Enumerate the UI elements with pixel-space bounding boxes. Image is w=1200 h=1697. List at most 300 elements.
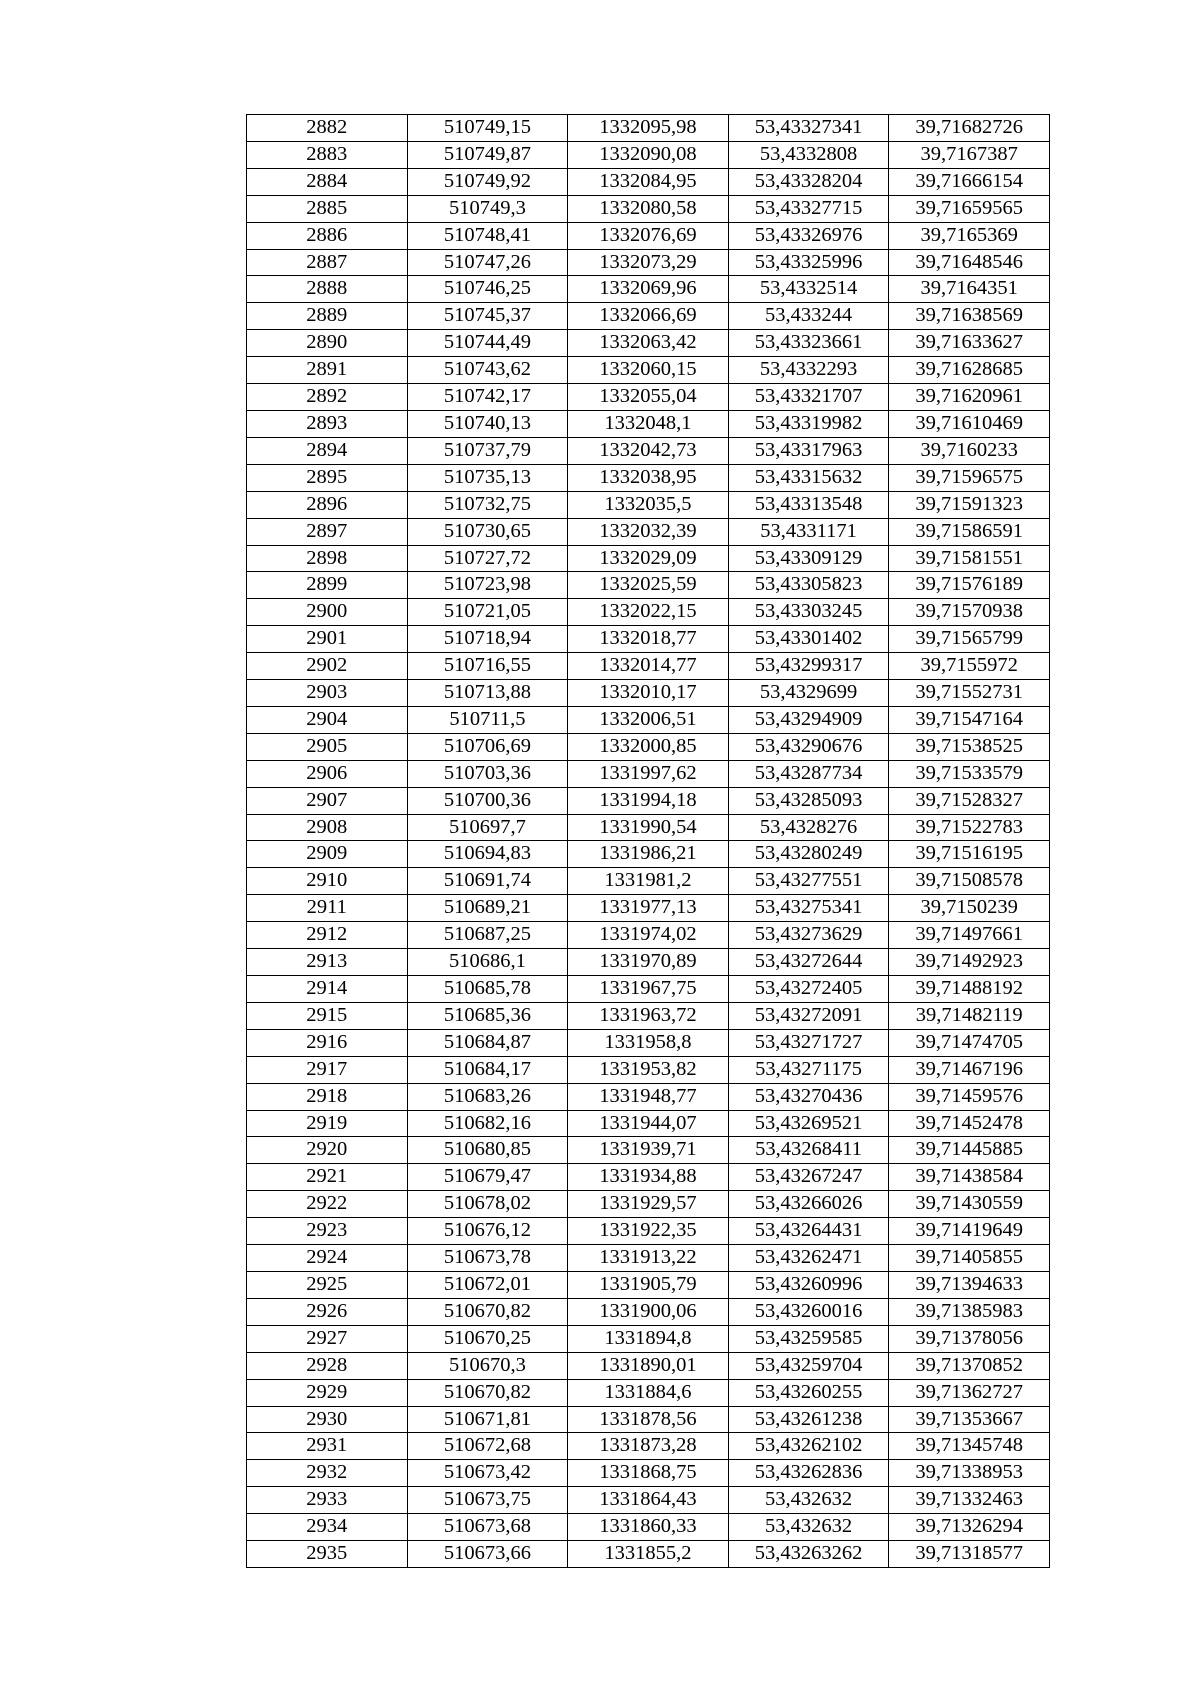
latitude-cell: 53,43270436 <box>728 1083 889 1110</box>
table-row <box>247 841 1050 868</box>
x-coordinate-cell: 510691,74 <box>407 868 568 895</box>
table-row <box>247 1325 1050 1352</box>
y-coordinate-cell: 1331994,18 <box>568 787 729 814</box>
table-row <box>247 976 1050 1003</box>
x-coordinate-cell: 510749,87 <box>407 141 568 168</box>
point-number-cell: 2910 <box>247 868 408 895</box>
y-coordinate-cell: 1331860,33 <box>568 1514 729 1541</box>
table-row <box>247 1541 1050 1568</box>
longitude-cell: 39,71338953 <box>889 1460 1050 1487</box>
point-number-cell: 2897 <box>247 518 408 545</box>
table-row <box>247 868 1050 895</box>
longitude-cell: 39,7160233 <box>889 437 1050 464</box>
point-number-cell: 2918 <box>247 1083 408 1110</box>
latitude-cell: 53,43272644 <box>728 949 889 976</box>
latitude-cell: 53,43327341 <box>728 115 889 142</box>
latitude-cell: 53,4332808 <box>728 141 889 168</box>
y-coordinate-cell: 1331868,75 <box>568 1460 729 1487</box>
latitude-cell: 53,433244 <box>728 303 889 330</box>
latitude-cell: 53,43259704 <box>728 1352 889 1379</box>
table-row <box>247 1191 1050 1218</box>
y-coordinate-cell: 1331905,79 <box>568 1271 729 1298</box>
latitude-cell: 53,432632 <box>728 1487 889 1514</box>
y-coordinate-cell: 1332048,1 <box>568 410 729 437</box>
point-number-cell: 2917 <box>247 1056 408 1083</box>
y-coordinate-cell: 1331970,89 <box>568 949 729 976</box>
point-number-cell: 2890 <box>247 330 408 357</box>
point-number-cell: 2915 <box>247 1002 408 1029</box>
x-coordinate-cell: 510747,26 <box>407 249 568 276</box>
point-number-cell: 2893 <box>247 410 408 437</box>
point-number-cell: 2888 <box>247 276 408 303</box>
x-coordinate-cell: 510683,26 <box>407 1083 568 1110</box>
table-row <box>247 949 1050 976</box>
y-coordinate-cell: 1331873,28 <box>568 1433 729 1460</box>
x-coordinate-cell: 510673,66 <box>407 1541 568 1568</box>
x-coordinate-cell: 510748,41 <box>407 222 568 249</box>
latitude-cell: 53,43260255 <box>728 1379 889 1406</box>
point-number-cell: 2887 <box>247 249 408 276</box>
point-number-cell: 2930 <box>247 1406 408 1433</box>
latitude-cell: 53,43315632 <box>728 464 889 491</box>
point-number-cell: 2891 <box>247 357 408 384</box>
point-number-cell: 2896 <box>247 491 408 518</box>
y-coordinate-cell: 1332042,73 <box>568 437 729 464</box>
x-coordinate-cell: 510743,62 <box>407 357 568 384</box>
table-row <box>247 1110 1050 1137</box>
latitude-cell: 53,43266026 <box>728 1191 889 1218</box>
latitude-cell: 53,43271175 <box>728 1056 889 1083</box>
point-number-cell: 2921 <box>247 1164 408 1191</box>
x-coordinate-cell: 510685,78 <box>407 976 568 1003</box>
table-row <box>247 1406 1050 1433</box>
latitude-cell: 53,43319982 <box>728 410 889 437</box>
latitude-cell: 53,43264431 <box>728 1218 889 1245</box>
longitude-cell: 39,71538525 <box>889 733 1050 760</box>
x-coordinate-cell: 510735,13 <box>407 464 568 491</box>
point-number-cell: 2895 <box>247 464 408 491</box>
x-coordinate-cell: 510670,82 <box>407 1298 568 1325</box>
point-number-cell: 2882 <box>247 115 408 142</box>
table-row <box>247 1352 1050 1379</box>
x-coordinate-cell: 510713,88 <box>407 680 568 707</box>
y-coordinate-cell: 1332038,95 <box>568 464 729 491</box>
x-coordinate-cell: 510749,3 <box>407 195 568 222</box>
x-coordinate-cell: 510740,13 <box>407 410 568 437</box>
longitude-cell: 39,71362727 <box>889 1379 1050 1406</box>
x-coordinate-cell: 510727,72 <box>407 545 568 572</box>
point-number-cell: 2933 <box>247 1487 408 1514</box>
longitude-cell: 39,71516195 <box>889 841 1050 868</box>
table-row <box>247 653 1050 680</box>
y-coordinate-cell: 1332014,77 <box>568 653 729 680</box>
longitude-cell: 39,71353667 <box>889 1406 1050 1433</box>
latitude-cell: 53,43301402 <box>728 626 889 653</box>
point-number-cell: 2914 <box>247 976 408 1003</box>
x-coordinate-cell: 510672,68 <box>407 1433 568 1460</box>
x-coordinate-cell: 510671,81 <box>407 1406 568 1433</box>
point-number-cell: 2904 <box>247 706 408 733</box>
longitude-cell: 39,71682726 <box>889 115 1050 142</box>
x-coordinate-cell: 510670,82 <box>407 1379 568 1406</box>
longitude-cell: 39,71326294 <box>889 1514 1050 1541</box>
longitude-cell: 39,71438584 <box>889 1164 1050 1191</box>
y-coordinate-cell: 1332035,5 <box>568 491 729 518</box>
latitude-cell: 53,43285093 <box>728 787 889 814</box>
table-row <box>247 141 1050 168</box>
x-coordinate-cell: 510673,75 <box>407 1487 568 1514</box>
point-number-cell: 2900 <box>247 599 408 626</box>
y-coordinate-cell: 1331958,8 <box>568 1029 729 1056</box>
y-coordinate-cell: 1332090,08 <box>568 141 729 168</box>
x-coordinate-cell: 510670,25 <box>407 1325 568 1352</box>
table-row <box>247 222 1050 249</box>
y-coordinate-cell: 1331929,57 <box>568 1191 729 1218</box>
y-coordinate-cell: 1331967,75 <box>568 976 729 1003</box>
longitude-cell: 39,71570938 <box>889 599 1050 626</box>
longitude-cell: 39,71528327 <box>889 787 1050 814</box>
latitude-cell: 53,43260996 <box>728 1271 889 1298</box>
longitude-cell: 39,71318577 <box>889 1541 1050 1568</box>
y-coordinate-cell: 1331986,21 <box>568 841 729 868</box>
y-coordinate-cell: 1331913,22 <box>568 1245 729 1272</box>
longitude-cell: 39,71547164 <box>889 706 1050 733</box>
x-coordinate-cell: 510700,36 <box>407 787 568 814</box>
latitude-cell: 53,43305823 <box>728 572 889 599</box>
point-number-cell: 2920 <box>247 1137 408 1164</box>
table-row <box>247 195 1050 222</box>
x-coordinate-cell: 510742,17 <box>407 384 568 411</box>
longitude-cell: 39,71628685 <box>889 357 1050 384</box>
longitude-cell: 39,71633627 <box>889 330 1050 357</box>
longitude-cell: 39,71370852 <box>889 1352 1050 1379</box>
table-row <box>247 518 1050 545</box>
y-coordinate-cell: 1332066,69 <box>568 303 729 330</box>
latitude-cell: 53,4332514 <box>728 276 889 303</box>
longitude-cell: 39,71419649 <box>889 1218 1050 1245</box>
x-coordinate-cell: 510745,37 <box>407 303 568 330</box>
longitude-cell: 39,7164351 <box>889 276 1050 303</box>
longitude-cell: 39,71581551 <box>889 545 1050 572</box>
y-coordinate-cell: 1332022,15 <box>568 599 729 626</box>
latitude-cell: 53,43328204 <box>728 168 889 195</box>
point-number-cell: 2924 <box>247 1245 408 1272</box>
x-coordinate-cell: 510686,1 <box>407 949 568 976</box>
x-coordinate-cell: 510673,68 <box>407 1514 568 1541</box>
latitude-cell: 53,43326976 <box>728 222 889 249</box>
longitude-cell: 39,71576189 <box>889 572 1050 599</box>
point-number-cell: 2905 <box>247 733 408 760</box>
longitude-cell: 39,71638569 <box>889 303 1050 330</box>
table-row <box>247 1029 1050 1056</box>
x-coordinate-cell: 510723,98 <box>407 572 568 599</box>
longitude-cell: 39,7165369 <box>889 222 1050 249</box>
latitude-cell: 53,43260016 <box>728 1298 889 1325</box>
latitude-cell: 53,43287734 <box>728 760 889 787</box>
table-row <box>247 1218 1050 1245</box>
point-number-cell: 2927 <box>247 1325 408 1352</box>
y-coordinate-cell: 1332055,04 <box>568 384 729 411</box>
table-row <box>247 330 1050 357</box>
y-coordinate-cell: 1331963,72 <box>568 1002 729 1029</box>
latitude-cell: 53,43290676 <box>728 733 889 760</box>
table-row <box>247 1164 1050 1191</box>
x-coordinate-cell: 510672,01 <box>407 1271 568 1298</box>
point-number-cell: 2906 <box>247 760 408 787</box>
latitude-cell: 53,43261238 <box>728 1406 889 1433</box>
longitude-cell: 39,71552731 <box>889 680 1050 707</box>
table-row <box>247 303 1050 330</box>
y-coordinate-cell: 1331990,54 <box>568 814 729 841</box>
point-number-cell: 2919 <box>247 1110 408 1137</box>
point-number-cell: 2885 <box>247 195 408 222</box>
point-number-cell: 2892 <box>247 384 408 411</box>
longitude-cell: 39,71497661 <box>889 922 1050 949</box>
latitude-cell: 53,43262836 <box>728 1460 889 1487</box>
longitude-cell: 39,71345748 <box>889 1433 1050 1460</box>
y-coordinate-cell: 1331922,35 <box>568 1218 729 1245</box>
longitude-cell: 39,71467196 <box>889 1056 1050 1083</box>
table-row <box>247 1083 1050 1110</box>
y-coordinate-cell: 1332060,15 <box>568 357 729 384</box>
table-row <box>247 1433 1050 1460</box>
table-row <box>247 545 1050 572</box>
longitude-cell: 39,71522783 <box>889 814 1050 841</box>
latitude-cell: 53,43272091 <box>728 1002 889 1029</box>
latitude-cell: 53,43267247 <box>728 1164 889 1191</box>
coordinates-table-body <box>247 115 1050 1568</box>
table-row <box>247 357 1050 384</box>
longitude-cell: 39,7150239 <box>889 895 1050 922</box>
point-number-cell: 2903 <box>247 680 408 707</box>
point-number-cell: 2926 <box>247 1298 408 1325</box>
point-number-cell: 2911 <box>247 895 408 922</box>
latitude-cell: 53,43269521 <box>728 1110 889 1137</box>
longitude-cell: 39,71452478 <box>889 1110 1050 1137</box>
table-row <box>247 626 1050 653</box>
latitude-cell: 53,43294909 <box>728 706 889 733</box>
longitude-cell: 39,71620961 <box>889 384 1050 411</box>
point-number-cell: 2934 <box>247 1514 408 1541</box>
table-row <box>247 680 1050 707</box>
y-coordinate-cell: 1332000,85 <box>568 733 729 760</box>
longitude-cell: 39,71586591 <box>889 518 1050 545</box>
table-row <box>247 787 1050 814</box>
y-coordinate-cell: 1332084,95 <box>568 168 729 195</box>
x-coordinate-cell: 510687,25 <box>407 922 568 949</box>
y-coordinate-cell: 1331934,88 <box>568 1164 729 1191</box>
latitude-cell: 53,432632 <box>728 1514 889 1541</box>
y-coordinate-cell: 1332029,09 <box>568 545 729 572</box>
x-coordinate-cell: 510689,21 <box>407 895 568 922</box>
latitude-cell: 53,43272405 <box>728 976 889 1003</box>
point-number-cell: 2883 <box>247 141 408 168</box>
latitude-cell: 53,43263262 <box>728 1541 889 1568</box>
point-number-cell: 2929 <box>247 1379 408 1406</box>
x-coordinate-cell: 510703,36 <box>407 760 568 787</box>
point-number-cell: 2925 <box>247 1271 408 1298</box>
table-row <box>247 814 1050 841</box>
latitude-cell: 53,43299317 <box>728 653 889 680</box>
latitude-cell: 53,43313548 <box>728 491 889 518</box>
longitude-cell: 39,71378056 <box>889 1325 1050 1352</box>
x-coordinate-cell: 510685,36 <box>407 1002 568 1029</box>
longitude-cell: 39,71533579 <box>889 760 1050 787</box>
y-coordinate-cell: 1331884,6 <box>568 1379 729 1406</box>
point-number-cell: 2899 <box>247 572 408 599</box>
latitude-cell: 53,43280249 <box>728 841 889 868</box>
table-row <box>247 437 1050 464</box>
table-row <box>247 706 1050 733</box>
table-row <box>247 733 1050 760</box>
x-coordinate-cell: 510732,75 <box>407 491 568 518</box>
latitude-cell: 53,43277551 <box>728 868 889 895</box>
x-coordinate-cell: 510706,69 <box>407 733 568 760</box>
y-coordinate-cell: 1331855,2 <box>568 1541 729 1568</box>
point-number-cell: 2935 <box>247 1541 408 1568</box>
table-row <box>247 1137 1050 1164</box>
y-coordinate-cell: 1331977,13 <box>568 895 729 922</box>
x-coordinate-cell: 510749,15 <box>407 115 568 142</box>
longitude-cell: 39,71430559 <box>889 1191 1050 1218</box>
latitude-cell: 53,43317963 <box>728 437 889 464</box>
latitude-cell: 53,43325996 <box>728 249 889 276</box>
longitude-cell: 39,71492923 <box>889 949 1050 976</box>
latitude-cell: 53,43323661 <box>728 330 889 357</box>
point-number-cell: 2884 <box>247 168 408 195</box>
x-coordinate-cell: 510670,3 <box>407 1352 568 1379</box>
x-coordinate-cell: 510744,49 <box>407 330 568 357</box>
longitude-cell: 39,71596575 <box>889 464 1050 491</box>
table-row <box>247 1514 1050 1541</box>
longitude-cell: 39,71659565 <box>889 195 1050 222</box>
x-coordinate-cell: 510711,5 <box>407 706 568 733</box>
x-coordinate-cell: 510749,92 <box>407 168 568 195</box>
longitude-cell: 39,71591323 <box>889 491 1050 518</box>
point-number-cell: 2886 <box>247 222 408 249</box>
point-number-cell: 2908 <box>247 814 408 841</box>
y-coordinate-cell: 1332032,39 <box>568 518 729 545</box>
x-coordinate-cell: 510673,42 <box>407 1460 568 1487</box>
x-coordinate-cell: 510697,7 <box>407 814 568 841</box>
point-number-cell: 2916 <box>247 1029 408 1056</box>
x-coordinate-cell: 510684,17 <box>407 1056 568 1083</box>
longitude-cell: 39,71666154 <box>889 168 1050 195</box>
table-row <box>247 249 1050 276</box>
latitude-cell: 53,43321707 <box>728 384 889 411</box>
longitude-cell: 39,71474705 <box>889 1029 1050 1056</box>
x-coordinate-cell: 510730,65 <box>407 518 568 545</box>
x-coordinate-cell: 510679,47 <box>407 1164 568 1191</box>
latitude-cell: 53,43275341 <box>728 895 889 922</box>
y-coordinate-cell: 1332069,96 <box>568 276 729 303</box>
point-number-cell: 2889 <box>247 303 408 330</box>
x-coordinate-cell: 510716,55 <box>407 653 568 680</box>
table-row <box>247 760 1050 787</box>
x-coordinate-cell: 510680,85 <box>407 1137 568 1164</box>
point-number-cell: 2923 <box>247 1218 408 1245</box>
latitude-cell: 53,43327715 <box>728 195 889 222</box>
longitude-cell: 39,7167387 <box>889 141 1050 168</box>
table-row <box>247 572 1050 599</box>
table-row <box>247 1245 1050 1272</box>
latitude-cell: 53,43303245 <box>728 599 889 626</box>
y-coordinate-cell: 1331939,71 <box>568 1137 729 1164</box>
latitude-cell: 53,4329699 <box>728 680 889 707</box>
table-row <box>247 1460 1050 1487</box>
table-row <box>247 1487 1050 1514</box>
y-coordinate-cell: 1332006,51 <box>568 706 729 733</box>
y-coordinate-cell: 1331981,2 <box>568 868 729 895</box>
latitude-cell: 53,4331171 <box>728 518 889 545</box>
table-row <box>247 168 1050 195</box>
x-coordinate-cell: 510682,16 <box>407 1110 568 1137</box>
y-coordinate-cell: 1332073,29 <box>568 249 729 276</box>
longitude-cell: 39,7155972 <box>889 653 1050 680</box>
y-coordinate-cell: 1332010,17 <box>568 680 729 707</box>
table-row <box>247 384 1050 411</box>
coordinates-table <box>246 114 1050 1568</box>
x-coordinate-cell: 510718,94 <box>407 626 568 653</box>
y-coordinate-cell: 1331953,82 <box>568 1056 729 1083</box>
y-coordinate-cell: 1331890,01 <box>568 1352 729 1379</box>
table-row <box>247 1056 1050 1083</box>
y-coordinate-cell: 1331948,77 <box>568 1083 729 1110</box>
latitude-cell: 53,43262102 <box>728 1433 889 1460</box>
latitude-cell: 53,43273629 <box>728 922 889 949</box>
x-coordinate-cell: 510678,02 <box>407 1191 568 1218</box>
longitude-cell: 39,71610469 <box>889 410 1050 437</box>
longitude-cell: 39,71405855 <box>889 1245 1050 1272</box>
table-row <box>247 410 1050 437</box>
point-number-cell: 2932 <box>247 1460 408 1487</box>
point-number-cell: 2931 <box>247 1433 408 1460</box>
x-coordinate-cell: 510676,12 <box>407 1218 568 1245</box>
point-number-cell: 2909 <box>247 841 408 868</box>
longitude-cell: 39,71394633 <box>889 1271 1050 1298</box>
longitude-cell: 39,71482119 <box>889 1002 1050 1029</box>
latitude-cell: 53,43262471 <box>728 1245 889 1272</box>
y-coordinate-cell: 1331944,07 <box>568 1110 729 1137</box>
longitude-cell: 39,71332463 <box>889 1487 1050 1514</box>
x-coordinate-cell: 510721,05 <box>407 599 568 626</box>
longitude-cell: 39,71648546 <box>889 249 1050 276</box>
x-coordinate-cell: 510746,25 <box>407 276 568 303</box>
table-row <box>247 276 1050 303</box>
latitude-cell: 53,4332293 <box>728 357 889 384</box>
latitude-cell: 53,43271727 <box>728 1029 889 1056</box>
latitude-cell: 53,43259585 <box>728 1325 889 1352</box>
longitude-cell: 39,71565799 <box>889 626 1050 653</box>
point-number-cell: 2907 <box>247 787 408 814</box>
table-row <box>247 464 1050 491</box>
y-coordinate-cell: 1331878,56 <box>568 1406 729 1433</box>
longitude-cell: 39,71508578 <box>889 868 1050 895</box>
point-number-cell: 2894 <box>247 437 408 464</box>
y-coordinate-cell: 1332025,59 <box>568 572 729 599</box>
point-number-cell: 2902 <box>247 653 408 680</box>
latitude-cell: 53,4328276 <box>728 814 889 841</box>
table-row <box>247 895 1050 922</box>
y-coordinate-cell: 1332063,42 <box>568 330 729 357</box>
y-coordinate-cell: 1332076,69 <box>568 222 729 249</box>
y-coordinate-cell: 1331997,62 <box>568 760 729 787</box>
y-coordinate-cell: 1331974,02 <box>568 922 729 949</box>
y-coordinate-cell: 1331864,43 <box>568 1487 729 1514</box>
longitude-cell: 39,71459576 <box>889 1083 1050 1110</box>
table-row <box>247 599 1050 626</box>
longitude-cell: 39,71445885 <box>889 1137 1050 1164</box>
